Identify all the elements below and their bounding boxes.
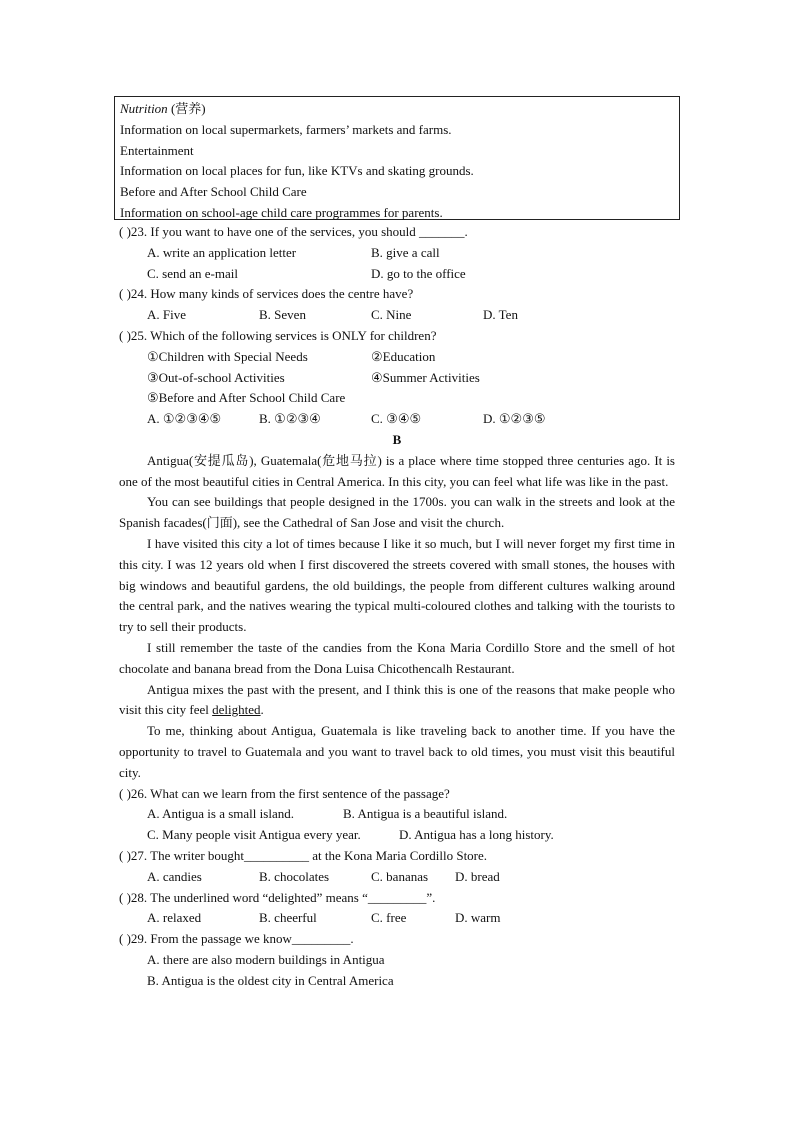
question-25-items-row-2 — [119, 368, 675, 389]
option-23b: B. give a call — [371, 244, 440, 260]
option-23a: A. write an application letter — [147, 244, 297, 260]
passage-paragraph-5: Antigua mixes the past with the present, and I think this is one of the reasons that make people who visit this city feel delighted. — [119, 681, 675, 718]
childcare-description: Information on school-age child care programmes for parents. — [120, 204, 443, 220]
option-29b: B. Antigua is the oldest city in Central America — [147, 972, 394, 988]
question-28-options — [119, 908, 675, 929]
option-27b: B. chocolates — [259, 868, 330, 884]
question-24-stem: ( )24. How many kinds of services does the centre have? — [119, 286, 414, 302]
questions-and-passage — [119, 222, 675, 991]
childcare-heading: Before and After School Child Care — [120, 184, 307, 200]
question-29-stem: ( )29. From the passage we know_________. — [119, 931, 354, 947]
question-29-option-b — [119, 971, 675, 992]
question-27-options — [119, 867, 675, 888]
item-25-2: ②Education — [371, 348, 436, 364]
section-b-heading: B — [392, 431, 402, 447]
nutrition-description: Information on local supermarkets, farmers’ markets and farms. — [120, 121, 452, 137]
question-26-stem: ( )26. What can we learn from the first sentence of the passage? — [119, 785, 450, 801]
option-28d: D. warm — [455, 910, 501, 926]
option-26a: A. Antigua is a small island. — [147, 806, 294, 822]
passage-paragraph-3: I have visited this city a lot of times because I like it so much, but I will never forget my first time in this city. I was 12 years old when I first discovered the streets covered with small stones, the houses with big windows and beautiful gardens, the old buildings, the people from different cultures walking around the central park, and the natives wearing the typical multi-coloured clothes and talking with the tourists to try to sell their products. — [119, 535, 675, 635]
option-26c: C. Many people visit Antigua every year. — [147, 827, 361, 843]
option-24c: C. Nine — [371, 307, 412, 323]
option-23c: C. send an e-mail — [147, 265, 238, 281]
item-25-5: ⑤Before and After School Child Care — [147, 390, 346, 406]
passage-paragraph-2: You can see buildings that people designed in the 1700s. you can walk in the streets and look at the Spanish facades(门面), see the Cathedral of San Jose and visit the church. — [119, 494, 675, 531]
services-info-box — [114, 96, 680, 220]
option-26b: B. Antigua is a beautiful island. — [343, 806, 508, 822]
entertainment-description: Information on local places for fun, like KTVs and skating grounds. — [120, 163, 474, 179]
option-28c: C. free — [371, 910, 407, 926]
question-25-items-row-3 — [119, 388, 675, 409]
question-24-options — [119, 305, 675, 326]
option-29a: A. there are also modern buildings in Antigua — [147, 951, 385, 967]
option-27d: D. bread — [455, 868, 500, 884]
passage-paragraph-4: I still remember the taste of the candies from the Kona Maria Cordillo Store and the smell of hot chocolate and banana bread from the Dona Luisa Chicothencalh Restaurant. — [119, 639, 675, 676]
option-24a: A. Five — [147, 307, 186, 323]
option-28a: A. relaxed — [147, 910, 202, 926]
item-25-4: ④Summer Activities — [371, 369, 480, 385]
nutrition-heading: Nutrition (营养) — [120, 101, 206, 116]
question-26-options-row-1 — [119, 804, 675, 825]
question-28-stem: ( )28. The underlined word “delighted” means “_________”. — [119, 889, 436, 905]
question-25-stem: ( )25. Which of the following services is ONLY for children? — [119, 327, 437, 343]
option-24b: B. Seven — [259, 307, 306, 323]
question-23-stem: ( )23. If you want to have one of the services, you should _______. — [119, 224, 468, 239]
underlined-word: delighted — [212, 702, 261, 718]
question-26-options-row-2 — [119, 825, 675, 846]
option-25c: C. ③④⑤ — [371, 411, 422, 427]
question-25-options — [119, 409, 675, 430]
option-25a: A. ①②③④⑤ — [147, 411, 222, 427]
item-25-1: ①Children with Special Needs — [147, 348, 308, 364]
entertainment-heading: Entertainment — [120, 142, 194, 158]
passage-paragraph-6: To me, thinking about Antigua, Guatemala is like traveling back to another time. If you have the opportunity to travel to Guatemala and you want to travel back to old times, you must visit this beautiful city. — [119, 723, 675, 780]
option-27a: A. candies — [147, 868, 202, 884]
option-27c: C. bananas — [371, 868, 429, 884]
item-25-3: ③Out-of-school Activities — [147, 369, 285, 385]
option-24d: D. Ten — [483, 307, 518, 323]
option-25b: B. ①②③④ — [259, 411, 321, 427]
option-23d: D. go to the office — [371, 265, 466, 281]
option-25d: D. ①②③⑤ — [483, 411, 546, 427]
question-23-options-row-2 — [119, 264, 675, 285]
question-27-stem: ( )27. The writer bought__________ at the Kona Maria Cordillo Store. — [119, 847, 488, 863]
question-29-option-a — [119, 950, 675, 971]
option-26d: D. Antigua has a long history. — [399, 827, 554, 843]
question-23-options-row-1 — [119, 243, 675, 264]
option-28b: B. cheerful — [259, 910, 317, 926]
passage-paragraph-1: Antigua(安提瓜岛), Guatemala(危地马拉) is a place where time stopped three centuries ago. It is one of the most beautiful cities in Central America. In this city, you can feel what life was like in the past. — [119, 452, 675, 489]
question-25-items-row-1 — [119, 347, 675, 368]
